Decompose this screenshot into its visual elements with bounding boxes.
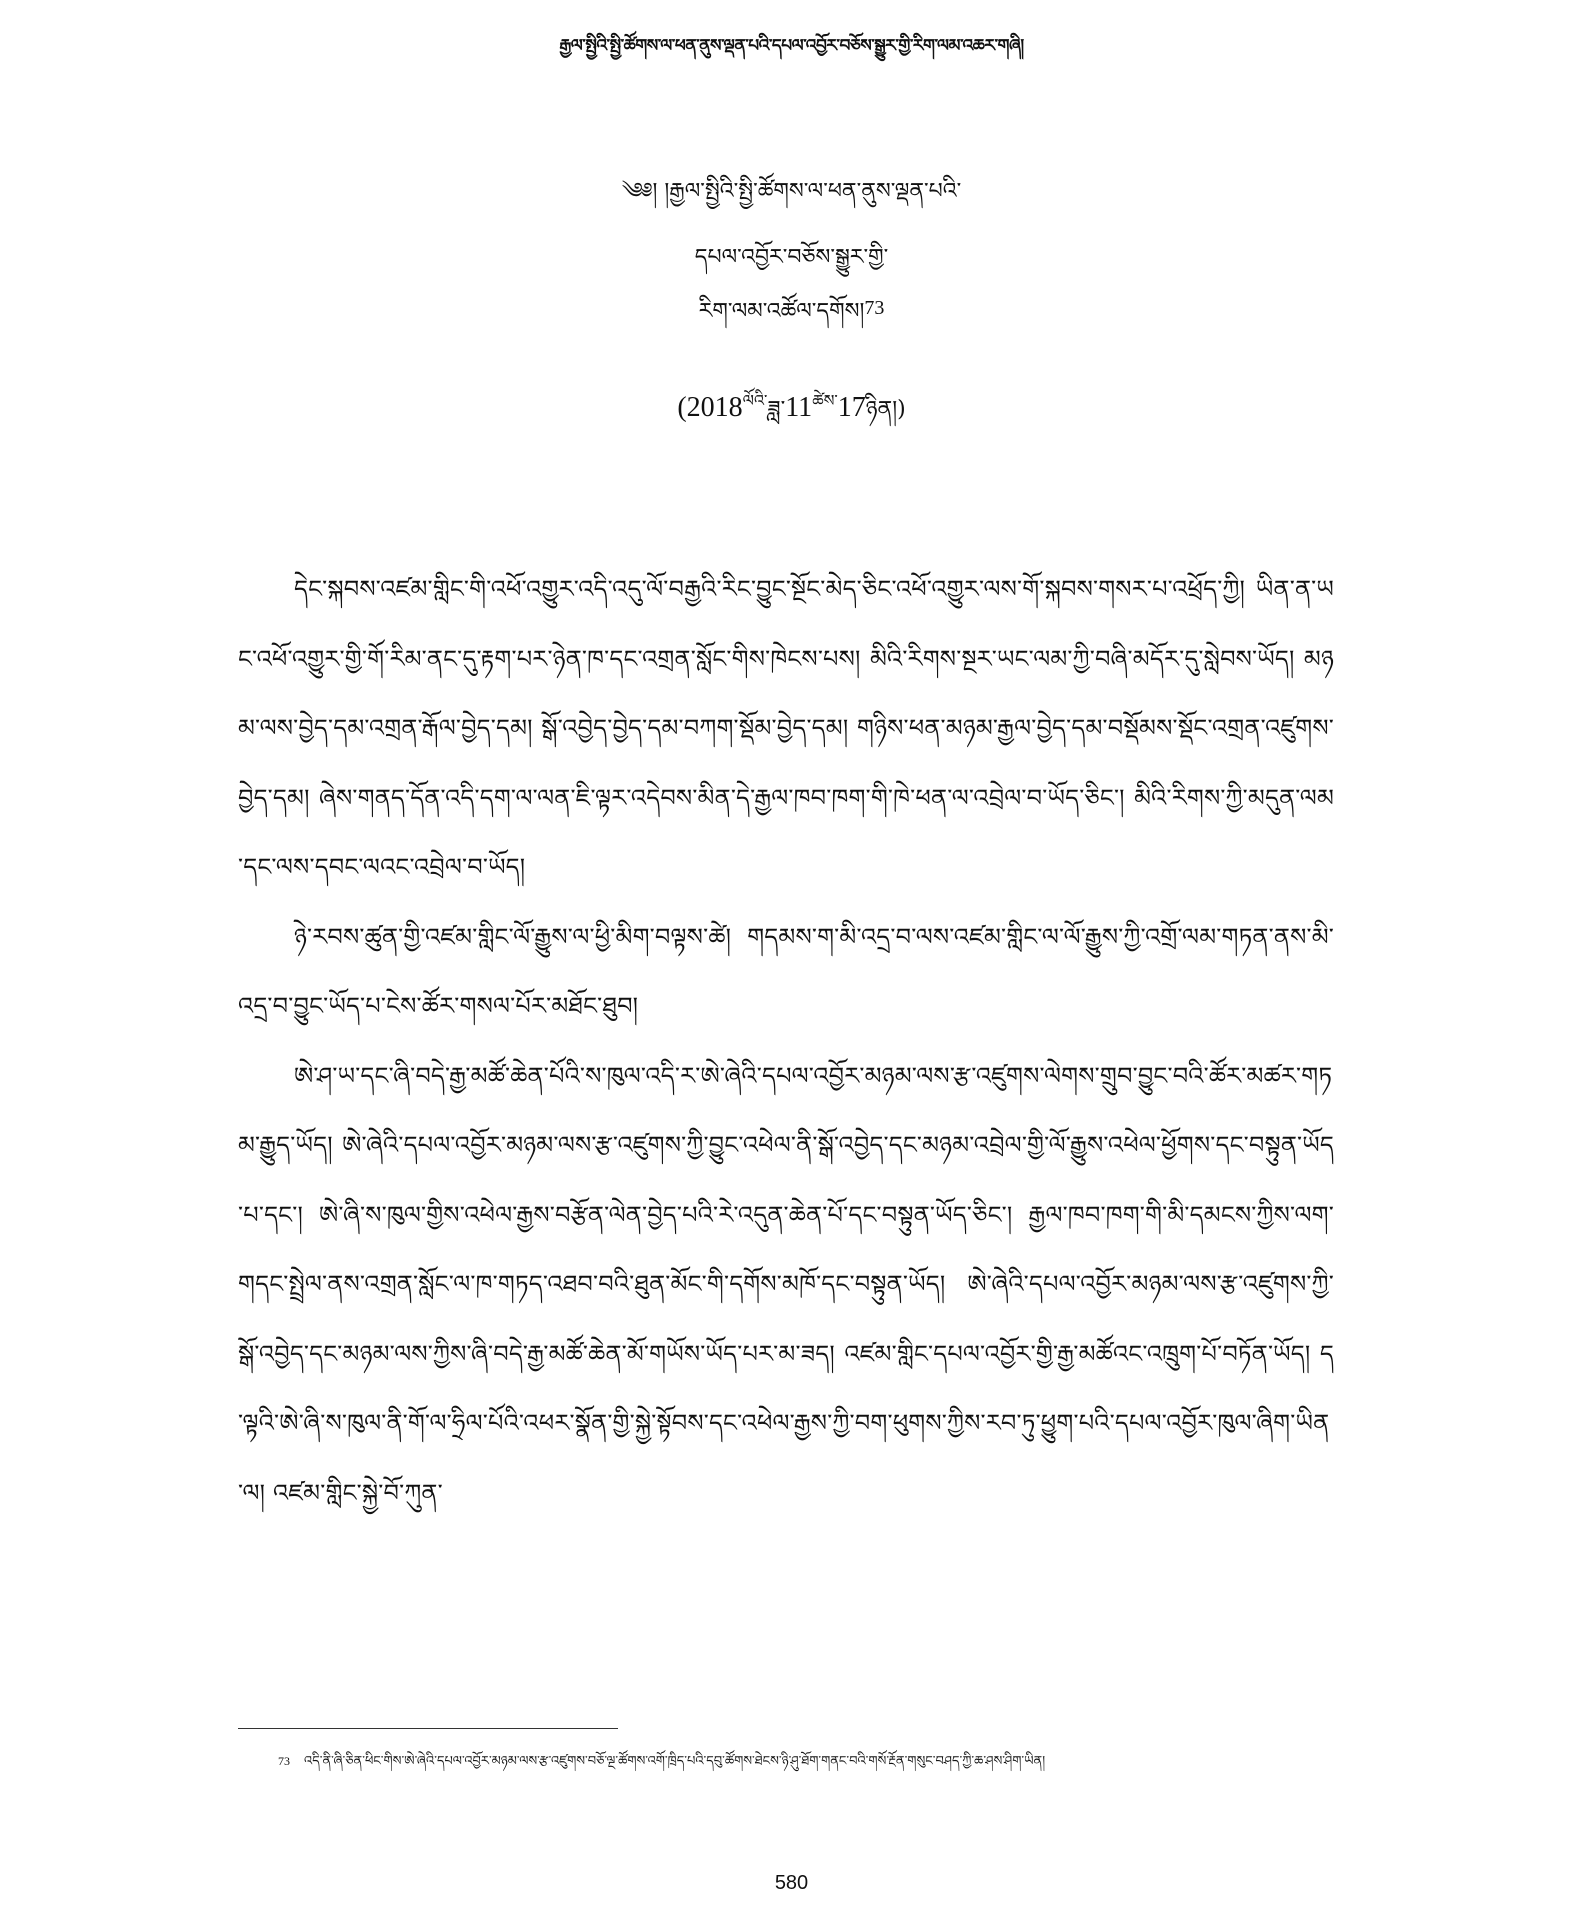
- running-header: རྒྱལ་སྤྱིའི་སྤྱི་ཚོགས་ལ་ཕན་ནུས་ལྡན་པའི་དཔལ་འབྱོར་བཅོས་སྒྱུར་གྱི་རིག་ལམ་འཆར་གཞི།: [559, 36, 1024, 56]
- footnote: [278, 1752, 1378, 1771]
- footnote-reference[interactable]: 73: [864, 297, 885, 319]
- footnote-divider: [238, 1728, 618, 1729]
- date-day-prefix: ཚེས་: [812, 391, 838, 410]
- title-block: [0, 178, 1583, 427]
- footnote-text: འདི་ནི་ཞི་ཅིན་ཕིང་གིས་ཨེ་ཞེའི་དཔལ་འབྱོར་མཉམ་ལས་རྩ་འཛུགས་བཅོ་ལྔ་ཚོགས་འགོ་ཁྲིད་པའི་དབུ་ཚོགས་ཐེངས་ཉི་ཤུ་ཐོག་གནང་བའི་གསོ་རྔོན་གསུང་བཤད་ཀྱི་ཆ་ཤས་ཤིག་ཡིན།: [304, 1754, 1046, 1769]
- title-line-1: ༄༅། །རྒྱལ་སྤྱིའི་སྤྱི་ཚོགས་ལ་ཕན་ནུས་ལྡན་པའི་: [621, 179, 962, 204]
- date-day: 17: [837, 392, 866, 423]
- paragraph-1: དེང་སྐབས་འཛམ་གླིང་གི་འཕོ་འགྱུར་འདི་འདུ་ལོ་བརྒྱའི་རིང་བྱུང་སྔོང་མེད་ཅིང་འཕོ་འགྱུར་ལས་གོ་སྐབས་གསར་པ་འཕྲོད་ཀྱི། ཡིན་ན་ཡང་འཕོ་འགྱུར་གྱི་གོ་རིམ་ནང་དུ་རྟག་པར་ཉེན་ཁ་དང་འགྲན་སློང་གིས་ཁེངས་པས། མིའི་རིགས་སྔར་ཡང་ལམ་ཀྱི་བཞི་མདོར་དུ་སླེབས་ཡོད། མཉམ་ལས་བྱེད་དམ་འགྲན་རྒོལ་བྱེད་དམ། སྒོ་འབྱེད་བྱེད་དམ་བཀག་སྡོམ་བྱེད་དམ། གཉིས་ཕན་མཉམ་རྒྱལ་བྱེད་དམ་བསྡོམས་སྡོང་འགྲན་འཛུགས་བྱེད་དམ། ཞེས་གནད་དོན་འདི་དག་ལ་ལན་ཇི་ལྟར་འདེབས་མིན་དེ་རྒྱལ་ཁབ་ཁག་གི་ཁེ་ཕན་ལ་འབྲེལ་བ་ཡོད་ཅིང་། མིའི་རིགས་ཀྱི་མདུན་ལམ་དང་ལས་དབང་ལའང་འབྲེལ་བ་ཡོད།: [238, 575, 1334, 881]
- date-line: [0, 384, 1583, 427]
- title-line-2: དཔལ་འབྱོར་བཅོས་སྒྱུར་གྱི་: [694, 245, 889, 270]
- date-month-word: ཟླ་: [767, 397, 786, 422]
- page-number: 580: [774, 1872, 809, 1894]
- paragraph-3: ཨེ་ཤ་ཡ་དང་ཞི་བདེ་རྒྱ་མཚོ་ཆེན་པོའི་ས་ཁུལ་འདི་ར་ཨེ་ཞེའི་དཔལ་འབྱོར་མཉམ་ལས་རྩ་འཛུགས་ལེགས་གྲུབ་བྱུང་བའི་ཚོར་མཚར་གཏམ་རྒྱུད་ཡོད། ཨེ་ཞེའི་དཔལ་འབྱོར་མཉམ་ལས་རྩ་འཛུགས་ཀྱི་བྱུང་འཕེལ་ནི་སྒོ་འབྱེད་དང་མཉམ་འབྲེལ་གྱི་ལོ་རྒྱུས་འཕེལ་ཕྱོགས་དང་བསྟུན་ཡོད་པ་དང་། ཨེ་ཞི་ས་ཁུལ་གྱིས་འཕེལ་རྒྱས་བརྩོན་ལེན་བྱེད་པའི་རེ་འདུན་ཆེན་པོ་དང་བསྟུན་ཡོད་ཅིང་། རྒྱལ་ཁབ་ཁག་གི་མི་དམངས་ཀྱིས་ལག་གདང་སྤྲེལ་ནས་འགྲན་སློང་ལ་ཁ་གཏད་འཐབ་བའི་ཐུན་མོང་གི་དགོས་མཁོ་དང་བསྟུན་ཡོད། ཨེ་ཞེའི་དཔལ་འབྱོར་མཉམ་ལས་རྩ་འཛུགས་ཀྱི་སྒོ་འབྱེད་དང་མཉམ་ལས་ཀྱིས་ཞི་བདེ་རྒྱ་མཚོ་ཆེན་མོ་གཡོས་ཡོད་པར་མ་ཟད། འཛམ་གླིང་དཔལ་འབྱོར་གྱི་རྒྱ་མཚོའང་འཁྲུག་པོ་བཏོན་ཡོད། ད་ལྟའི་ཨེ་ཞི་ས་ཁུལ་ནི་གོ་ལ་ཧྲིལ་པོའི་འཕར་སྣོན་གྱི་སྐྱེ་སྟོབས་དང་འཕེལ་རྒྱས་ཀྱི་བག་ཕུགས་ཀྱིས་རབ་ཏུ་ཕྱུག་པའི་དཔལ་འབྱོར་ཁུལ་ཞིག་ཡིན་ལ། འཛམ་གླིང་སྐྱེ་བོ་ཀུན་: [238, 1061, 1334, 1507]
- date-close: ཉིན།): [865, 397, 906, 422]
- paragraph-2: ཉེ་རབས་ཚུན་གྱི་འཛམ་གླིང་ལོ་རྒྱུས་ལ་ཕྱི་མིག་བལྟས་ཚེ། གདམས་ག་མི་འདྲ་བ་ལས་འཛམ་གླིང་ལ་ལོ་རྒྱུས་ཀྱི་འགྲོ་ལམ་གཏན་ནས་མི་འདྲ་བ་བྱུང་ཡོད་པ་ངེས་ཚོར་གསལ་པོར་མཐོང་ཐུབ།: [238, 922, 1334, 1020]
- footnote-number: 73: [278, 1754, 290, 1768]
- title-line-3: [0, 294, 1583, 326]
- date-month: 11: [785, 392, 813, 423]
- date-year-suffix: ལོའི་: [742, 391, 768, 410]
- body-text: [238, 555, 1334, 1528]
- title-line-3-text: རིག་ལམ་འཚོལ་དགོས།: [698, 299, 865, 324]
- date-open: (2018: [677, 392, 743, 423]
